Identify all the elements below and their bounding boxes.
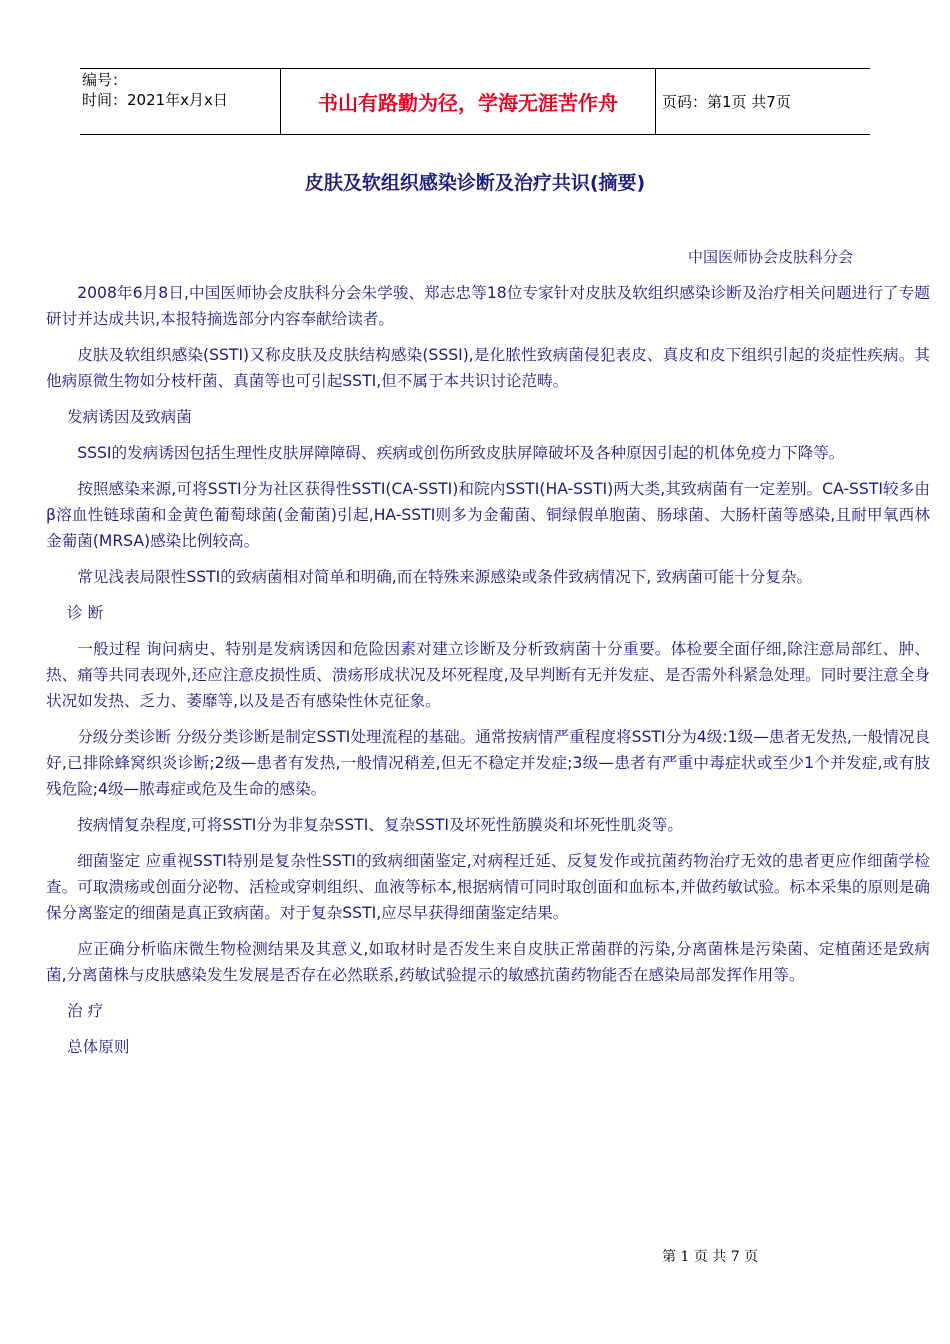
- paragraph-result-analysis: 应正确分析临床微生物检测结果及其意义,如取材时是否发生来自皮肤正常菌群的污染,分离菌株是污染菌、定植菌还是致病菌,分离菌株与皮肤感染发生发展是否存在必然联系,药敏试验提示的敏感抗菌药物能否在感染局部发挥作用等。: [46, 940, 930, 984]
- paragraph-intro: 2008年6月8日,中国医师协会皮肤科分会朱学骏、郑志忠等18位专家针对皮肤及软组织感染诊断及治疗相关问题进行了专题研讨并达成共识,本报特摘选部分内容奉献给读者。: [46, 284, 930, 328]
- document-number-label: 编号：: [82, 71, 128, 89]
- section-heading-general-principles: 总体原则: [67, 1038, 130, 1056]
- paragraph-complexity: 按病情复杂程度,可将SSTI分为非复杂SSTI、复杂SSTI及坏死性筋膜炎和坏死性肌炎等。: [77, 816, 683, 834]
- paragraph-common-pathogens: 常见浅表局限性SSTI的致病菌相对简单和明确,而在特殊来源感染或条件致病情况下, 致病菌可能十分复杂。: [77, 568, 813, 586]
- section-heading-treatment: 治 疗: [67, 1002, 104, 1020]
- paragraph-general-process: 一般过程 询问病史、特别是发病诱因和危险因素对建立诊断及分析致病菌十分重要。体检要全面仔细,除注意局部红、肿、热、痛等共同表现外,还应注意皮损性质、溃疡形成状况及坏死程度,及早判断有无并发症、是否需外科紧急处理。同时要注意全身状况如发热、乏力、萎靡等,以及是否有感染性休克征象。: [46, 640, 930, 710]
- header-bottom-rule: [80, 134, 870, 135]
- document-author: 中国医师协会皮肤科分会: [688, 248, 854, 266]
- header-meta: [82, 70, 280, 134]
- paragraph-risk-factors: SSSI的发病诱因包括生理性皮肤屏障障碍、疾病或创伤所致皮肤屏障破坏及各种原因引起的机体免疫力下降等。: [77, 444, 845, 462]
- header-page-info: 页码：第1页 共7页: [662, 92, 791, 111]
- section-heading-etiology: 发病诱因及致病菌: [67, 408, 192, 426]
- paragraph-grading: 分级分类诊断 分级分类诊断是制定SSTI处理流程的基础。通常按病情严重程度将SSTI分为4级:1级—患者无发热,一般情况良好,已排除蜂窝织炎诊断;2级—患者有发热,一般情况稍差,但无不稳定并发症;3级—患者有严重中毒症状或至少1个并发症,或有肢残危险;4级—脓毒症或危及生命的感染。: [46, 728, 930, 798]
- paragraph-infection-source: 按照感染来源,可将SSTI分为社区获得性SSTI(CA-SSTI)和院内SSTI(HA-SSTI)两大类,其致病菌有一定差别。CA-SSTI较多由β溶血性链球菌和金黄色葡萄球菌(金葡菌)引起,HA-SSTI则多为金葡菌、铜绿假单胞菌、肠球菌、大肠杆菌等感染,且耐甲氧西林金葡菌(MRSA)感染比例较高。: [46, 480, 930, 550]
- document-title: 皮肤及软组织感染诊断及治疗共识(摘要): [304, 172, 646, 194]
- document-body: [46, 280, 930, 1070]
- document-time-label: 时间：2021年x月x日: [82, 91, 228, 109]
- paragraph-bacterial-identification: 细菌鉴定 应重视SSTI特别是复杂性SSTI的致病细菌鉴定,对病程迁延、反复发作或抗菌药物治疗无效的患者更应作细菌学检查。可取溃疡或创面分泌物、活检或穿刺组织、血液等标本,根据病情可同时取创面和血标本,并做药敏试验。标本采集的原则是确保分离鉴定的细菌是真正致病菌。对于复杂SSTI,应尽早获得细菌鉴定结果。: [46, 852, 930, 922]
- paragraph-definition: 皮肤及软组织感染(SSTI)又称皮肤及皮肤结构感染(SSSI),是化脓性致病菌侵犯表皮、真皮和皮下组织引起的炎症性疾病。其他病原微生物如分枝杆菌、真菌等也可引起SSTI,但不属于本共识讨论范畴。: [46, 346, 930, 390]
- header-motto: 书山有路勤为径，学海无涯苦作舟: [280, 68, 656, 134]
- section-heading-diagnosis: 诊 断: [67, 604, 104, 622]
- footer-page-number: 第 1 页 共 7 页: [662, 1249, 759, 1265]
